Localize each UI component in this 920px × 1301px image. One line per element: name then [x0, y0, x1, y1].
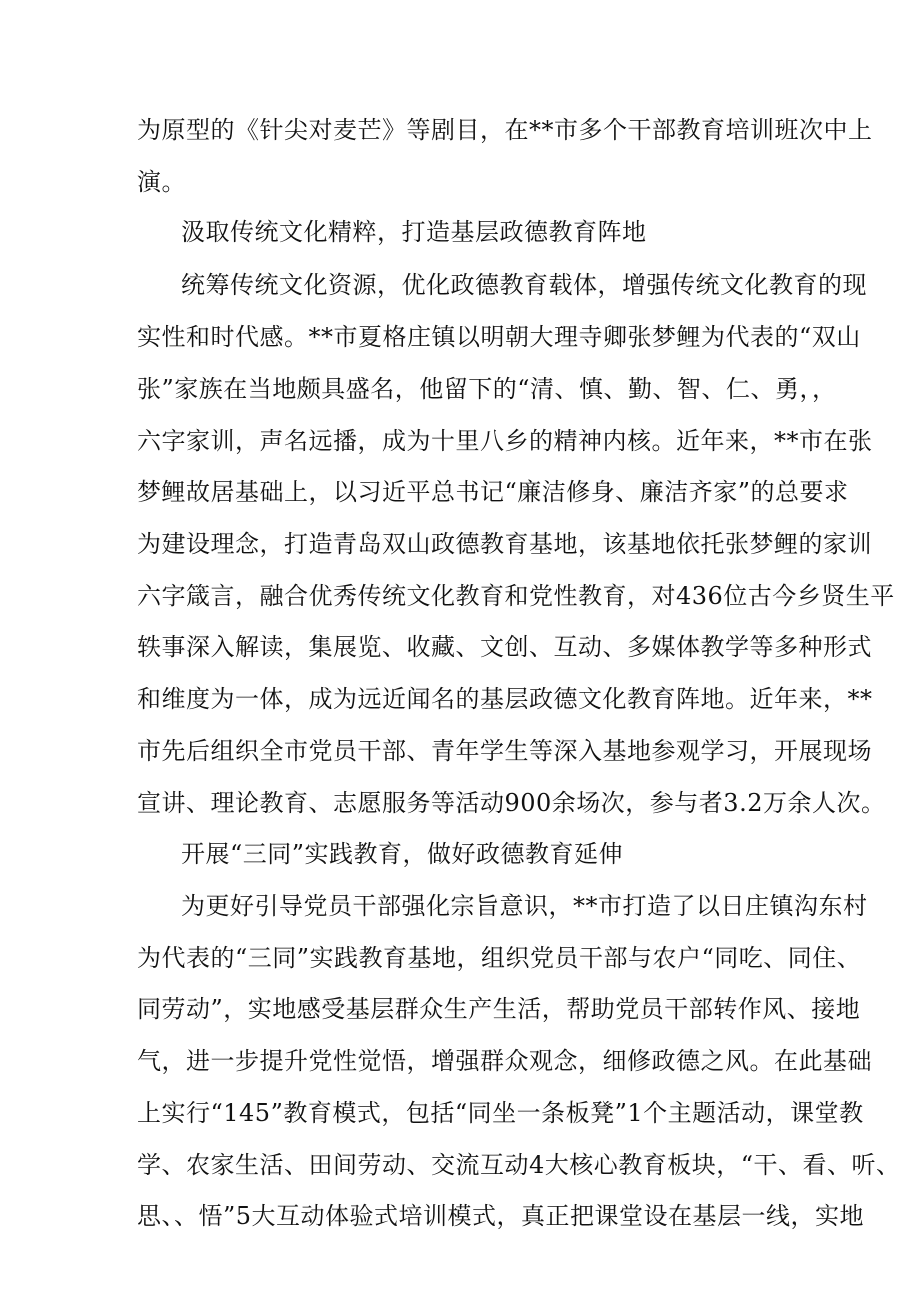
text-line: 思、、悟”5大互动体验式培训模式，真正把课堂设在基层一线，实地 — [137, 1202, 865, 1230]
text-line: 实性和时代感。**市夏格庄镇以明朝大理寺卿张梦鲤为代表的“双山 — [137, 323, 861, 351]
text-line: 梦鲤故居基础上，以习近平总书记“廉洁修身、廉洁齐家”的总要求 — [137, 478, 849, 506]
text-line: 学、农家生活、田间劳动、交流互动4大核心教育板块，“干、看、听、 — [137, 1151, 901, 1179]
text-line: 为建设理念，打造青岛双山政德教育基地，该基地依托张梦鲤的家训 — [137, 530, 872, 558]
text-line: 和维度为一体，成为远近闻名的基层政德文化教育阵地。近年来，** — [137, 685, 873, 713]
text-line: 市先后组织全市党员干部、青年学生等深入基地参观学习，开展现场 — [137, 737, 872, 765]
text-line: 统筹传统文化资源，优化政德教育载体，增强传统文化教育的现 — [181, 271, 867, 299]
text-line: 轶事深入解读，集展览、收藏、文创、互动、多媒体教学等多种形式 — [137, 633, 872, 661]
section-heading: 开展“三同”实践教育，做好政德教育延伸 — [181, 840, 624, 868]
text-line: 宣讲、理论教育、志愿服务等活动900余场次，参与者3.2万余人次。 — [137, 789, 886, 817]
text-line: 张”家族在当地颇具盛名，他留下的“清、慎、勤、智、仁、勇，， — [137, 375, 837, 403]
text-line: 气，进一步提升党性觉悟，增强群众观念，细修政德之风。在此基础 — [137, 1047, 872, 1075]
text-line: 上实行“145”教育模式，包括“同坐一条板凳”1个主题活动，课堂教 — [137, 1099, 864, 1127]
text-line: 六字箴言，融合优秀传统文化教育和党性教育，对436位古今乡贤生平 — [137, 582, 895, 610]
section-heading: 汲取传统文化精粹，打造基层政德教育阵地 — [181, 218, 647, 246]
text-line: 演。 — [137, 168, 186, 196]
text-line: 为更好引导党员干部强化宗旨意识，**市打造了以日庄镇沟东村 — [181, 892, 868, 920]
text-line: 六字家训，声名远播，成为十里八乡的精神内核。近年来，**市在张 — [137, 427, 873, 455]
text-line: 同劳动”，实地感受基层群众生产生活，帮助党员干部转作风、接地 — [137, 995, 861, 1023]
text-line: 为原型的《针尖对麦芒》等剧目，在**市多个干部教育培训班次中上 — [137, 116, 873, 144]
text-line: 为代表的“三同”实践教育基地，组织党员干部与农户“同吃、同住、 — [137, 944, 862, 972]
